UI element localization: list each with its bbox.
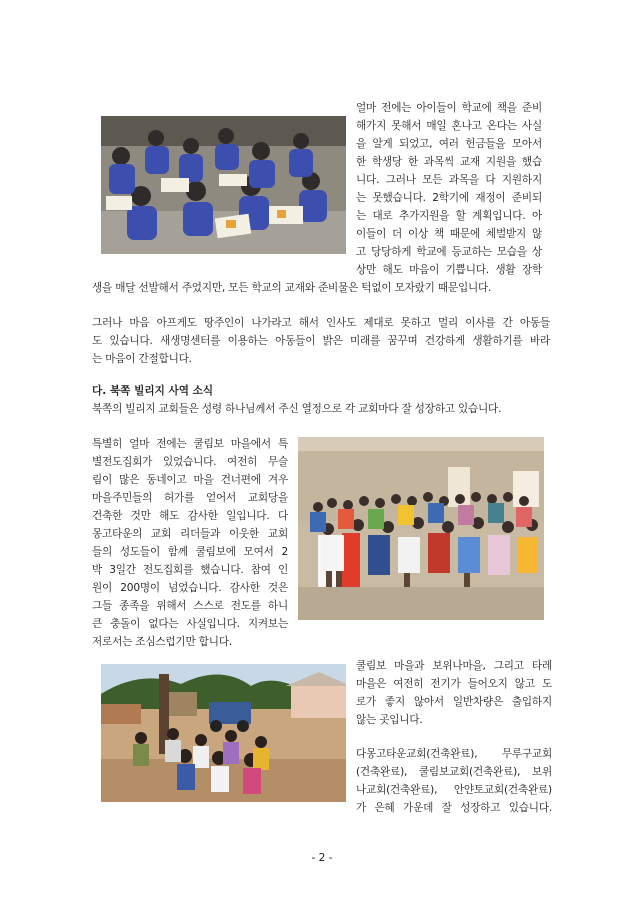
photo-village bbox=[101, 664, 346, 802]
text-line: (건축완료), 쿨림보교회(건축완료), 보위 bbox=[356, 766, 552, 778]
text-line: 그러나 마음 아프게도 땅주인이 나가라고 해서 인사도 제대로 못하고 멀리 이사를 간 아동들 bbox=[92, 317, 550, 329]
text-line: 해가지 못해서 매일 혼나고 온다는 사실 bbox=[356, 120, 542, 132]
text-line: 는 대로 추가지원을 할 계획입니다. 아 bbox=[356, 210, 542, 222]
photo-village-image bbox=[101, 664, 346, 802]
text-line: 을 알게 되었고, 여러 헌금들을 모아서 bbox=[356, 138, 542, 150]
text-line: 로가 좋지 않아서 일반차량은 출입하지 bbox=[356, 696, 552, 708]
text-line: 가 은혜 가운데 잘 성장하고 있습니다. bbox=[356, 802, 552, 814]
text-line: 마을은 여전히 전기가 들어오지 않고 도 bbox=[356, 678, 552, 690]
section1-text bbox=[356, 99, 542, 279]
text-line: 건축한 것만 해도 감사한 일입니다. 다 bbox=[92, 510, 288, 522]
page-number: - 2 - bbox=[311, 852, 333, 864]
text-line: 얼마 전에는 아이들이 학교에 책을 준비 bbox=[356, 102, 542, 114]
section3-text bbox=[92, 435, 288, 651]
text-line: 생을 매달 선발해서 주었지만, 모든 학교의 교재와 준비물은 턱없이 모자랐기 때문입니다. bbox=[92, 282, 492, 294]
text-line: 않는 곳입니다. bbox=[356, 714, 423, 726]
photo-group-meeting-image bbox=[298, 437, 544, 620]
text-line: 원이 200명이 넘었습니다. 감사한 것은 bbox=[92, 582, 288, 594]
section4-churches bbox=[356, 745, 552, 817]
text-line: 북쪽의 빌리지 교회들은 성령 하나님께서 주신 열정으로 각 교회마다 잘 성장하고 있습니다. bbox=[92, 403, 502, 415]
section3-intro bbox=[92, 400, 552, 418]
text-line: 그들 종족을 위해서 스스로 전도를 하니 bbox=[92, 600, 288, 612]
photo-children-reading bbox=[101, 116, 346, 254]
text-line: 몽고타운의 교회 리더들과 이웃한 교회 bbox=[92, 528, 288, 540]
section2-paragraph bbox=[92, 314, 550, 368]
section4-text bbox=[356, 657, 552, 729]
text-line: 고 당당하게 학교에 등교하는 모습을 상 bbox=[356, 246, 542, 258]
text-line: 한 학생당 한 과목씩 교재 지원을 했습 bbox=[356, 156, 542, 168]
text-line: 특별히 얼마 전에는 쿨림보 마을에서 특 bbox=[92, 438, 288, 450]
text-line: 림이 많은 동네이고 마을 건너편에 겨우 bbox=[92, 474, 288, 486]
photo-group-meeting bbox=[298, 437, 544, 620]
text-line: 상만 해도 마음이 기쁩니다. 생활 장학 bbox=[356, 264, 542, 276]
text-line: 도 있습니다. 새생명센터를 이용하는 아동들이 밝은 미래를 꿈꾸며 건강하게 생활하기를 바라 bbox=[92, 335, 550, 347]
text-line: 나교회(건축완료), 안얀토교회(건축완료) bbox=[356, 784, 552, 796]
text-line: 마을주민들의 허가를 얻어서 교회당을 bbox=[92, 492, 288, 504]
text-line: 저로서는 조심스럽기만 합니다. bbox=[92, 636, 232, 648]
text-line: 큰 충돌이 없다는 사실입니다. 지켜보는 bbox=[92, 618, 288, 630]
text-line: 이들이 더 이상 책 때문에 체벌받지 않 bbox=[356, 228, 542, 240]
text-line: 쿨림보 마을과 보위나마을, 그리고 타레 bbox=[356, 660, 552, 672]
text-line: 다몽고타운교회(건축완료), 무루구교회 bbox=[356, 748, 552, 760]
text-line: 니다. 그러나 모든 과목을 다 지원하지 bbox=[356, 174, 542, 186]
text-line: 박 3일간 전도집회를 했습니다. 참여 인 bbox=[92, 564, 288, 576]
text-line: 는 마음이 간절합니다. bbox=[92, 353, 192, 365]
section1-tail bbox=[92, 279, 552, 297]
text-line: 들의 성도들이 함께 쿨림보에 모여서 2 bbox=[92, 546, 288, 558]
photo-children-reading-image bbox=[101, 116, 346, 254]
section3-heading: 다. 북쪽 빌리지 사역 소식 bbox=[92, 385, 214, 397]
text-line: 별전도집회가 있었습니다. 여전히 무슬 bbox=[92, 456, 288, 468]
text-line: 는 못했습니다. 2학기에 재정이 준비되 bbox=[356, 192, 542, 204]
